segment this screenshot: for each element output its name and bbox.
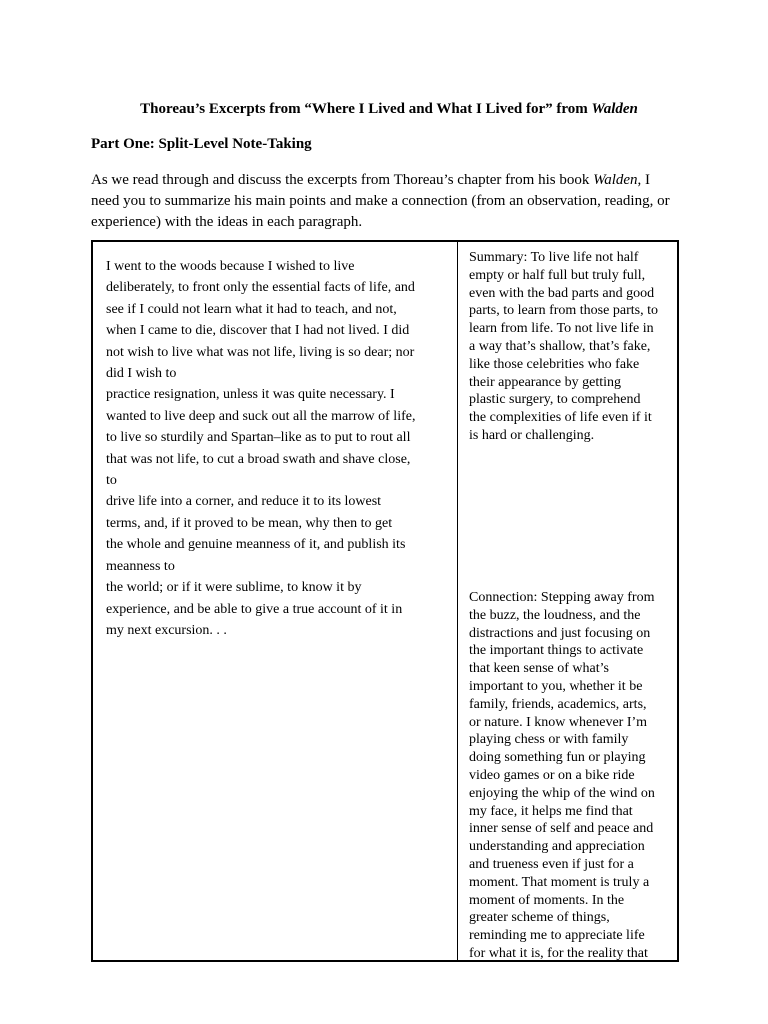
connection-cell [469, 589, 675, 962]
excerpt-line: the world; or if it were sublime, to know it by [106, 580, 362, 596]
excerpt-line: to live so sturdily and Spartan–like as to put to rout all [106, 430, 411, 446]
connection-line: inner sense of self and peace and [469, 821, 654, 837]
connection-line: my face, it helps me find that [469, 803, 633, 819]
summary-line: is hard or challenging. [469, 427, 595, 443]
excerpt-line: to [106, 473, 117, 489]
connection-line: playing chess or with family [469, 732, 629, 748]
intro-paragraph [91, 170, 691, 233]
excerpt-line: the whole and genuine meanness of it, and publish its [106, 537, 406, 553]
excerpt-cell [106, 256, 446, 641]
connection-line: doing something fun or playing [469, 750, 646, 766]
intro-line-text: As we read through and discuss the excerpts from Thoreau’s chapter from his book [91, 172, 594, 188]
summary-line: even with the bad parts and good [469, 285, 655, 301]
intro-line [91, 170, 691, 191]
connection-line: understanding and appreciation [469, 839, 645, 855]
summary-line: a way that’s shallow, that’s fake, [469, 338, 651, 354]
excerpt-line: when I came to die, discover that I had not lived. I did [106, 323, 410, 339]
summary-line: empty or half full but truly full, [469, 267, 646, 283]
connection-line: Connection: Stepping away from [469, 590, 655, 605]
excerpt-line: did I wish to [106, 366, 177, 382]
summary-line: plastic surgery, to comprehend [469, 392, 641, 408]
excerpt-line: deliberately, to front only the essential facts of life, and [106, 280, 415, 296]
excerpt-line: that was not life, to cut a broad swath and shave close, [106, 451, 411, 467]
excerpt-line: terms, and, if it proved to be mean, why then to get [106, 515, 393, 531]
connection-line: the important things to activate [469, 643, 644, 659]
connection-line: and trueness even if just for a [469, 856, 634, 872]
connection-line: distractions and just focusing on [469, 625, 651, 641]
connection-line: reminding me to appreciate life [469, 928, 645, 944]
summary-line: their appearance by getting [469, 374, 621, 390]
connection-line: the buzz, the loudness, and the [469, 607, 641, 623]
summary-line: parts, to learn from those parts, to [469, 303, 658, 319]
intro-line: experience) with the ideas in each paragraph. [91, 214, 363, 230]
excerpt-line: experience, and be able to give a true account of it in [106, 601, 403, 617]
excerpt-line: drive life into a corner, and reduce it to its lowest [106, 494, 382, 510]
summary-line: learn from life. To not live life in [469, 321, 654, 337]
connection-line: or nature. I know whenever I’m [469, 714, 648, 730]
connection-line: enjoying the whip of the wind on [469, 785, 655, 801]
summary-cell [469, 249, 675, 445]
excerpt-line: see if I could not learn what it had to teach, and not, [106, 301, 397, 317]
intro-line: need you to summarize his main points and make a connection (from an observation, reading, or [91, 193, 670, 209]
excerpt-line: wanted to live deep and suck out all the marrow of life, [106, 408, 416, 424]
part-heading: Part One: Split-Level Note-Taking [91, 136, 312, 152]
excerpt-line: practice resignation, unless it was quite necessary. I [106, 387, 395, 403]
connection-line: that keen sense of what’s [469, 661, 609, 677]
excerpt-line: meanness to [106, 558, 175, 574]
column-divider [457, 242, 458, 960]
connection-line: for what it is, for the reality that [469, 945, 648, 961]
document-title-text: Thoreau’s Excerpts from “Where I Lived and What I Lived for” from [140, 101, 592, 117]
connection-line: important to you, whether it be [469, 678, 643, 694]
intro-line-text: , I [637, 172, 651, 188]
connection-line: moment of moments. In the [469, 892, 625, 908]
summary-line: like those celebrities who fake [469, 356, 640, 372]
connection-line: family, friends, academics, arts, [469, 696, 647, 712]
connection-line: video games or on a bike ride [469, 767, 635, 783]
excerpt-line: my next excursion. . . [106, 622, 227, 638]
excerpt-line: not wish to live what was not life, living is so dear; nor [106, 344, 415, 360]
connection-line: moment. That moment is truly a [469, 874, 650, 890]
summary-line: Summary: To live life not half [469, 250, 639, 265]
document-title [0, 100, 768, 118]
document-title-book: Walden [591, 101, 638, 117]
excerpt-line: I went to the woods because I wished to live [106, 259, 355, 274]
intro-book-title: Walden [593, 172, 638, 188]
summary-line: the complexities of life even if it [469, 410, 652, 426]
note-taking-table [91, 240, 679, 962]
connection-line: greater scheme of things, [469, 910, 610, 926]
